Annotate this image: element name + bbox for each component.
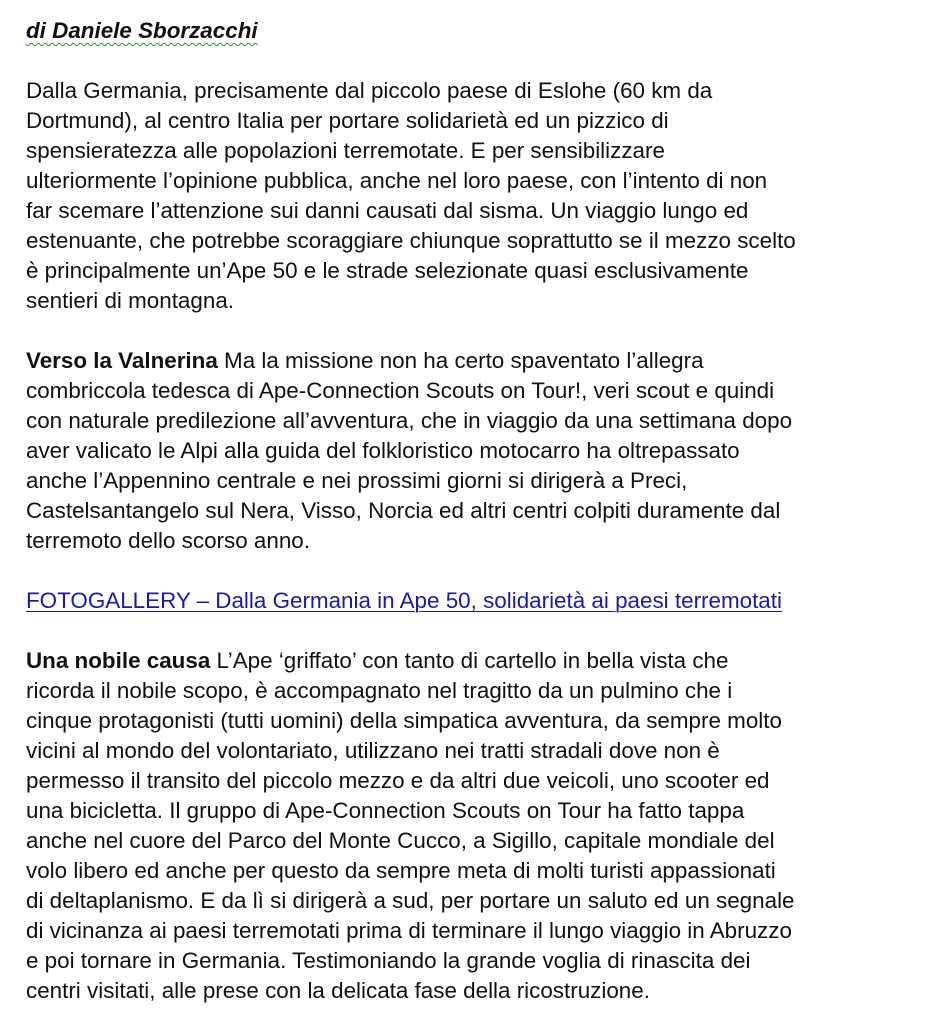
- paragraph-intro: [26, 76, 941, 316]
- paragraph-line: anche l’Appennino centrale e nei prossimi giorni si dirigerà a Preci,: [26, 468, 688, 493]
- paragraph-line: aver valicato le Alpi alla guida del folkloristico motocarro ha oltrepassato: [26, 438, 740, 463]
- paragraph-line-rest: L’Ape ‘griffato’ con tanto di cartello in bella vista che: [210, 648, 729, 673]
- byline: di Daniele Sborzacchi: [26, 18, 258, 43]
- paragraph-line: con naturale predilezione all’avventura, che in viaggio da una settimana dopo: [26, 408, 793, 433]
- paragraph-first-line: [26, 646, 941, 676]
- fotogallery-link[interactable]: FOTOGALLERY – Dalla Germania in Ape 50, solidarietà ai paesi terremotati: [26, 588, 782, 613]
- paragraph-first-line: [26, 346, 941, 376]
- paragraph-line: ricorda il nobile scopo, è accompagnato nel tragitto da un pulmino che i: [26, 678, 733, 703]
- paragraph-line: cinque protagonisti (tutti uomini) della simpatica avventura, da sempre molto: [26, 708, 782, 733]
- paragraph-line: Castelsantangelo sul Nera, Visso, Norcia ed altri centri colpiti duramente dal: [26, 498, 781, 523]
- paragraph-line: estenuante, che potrebbe scoraggiare chiunque soprattutto se il mezzo scelto: [26, 228, 796, 253]
- paragraph-line: una bicicletta. Il gruppo di Ape-Connection Scouts on Tour ha fatto tappa: [26, 798, 745, 823]
- paragraph-line: Dortmund), al centro Italia per portare solidarietà ed un pizzico di: [26, 108, 669, 133]
- paragraph-line: centri visitati, alle prese con la delicata fase della ricostruzione.: [26, 978, 650, 1003]
- paragraph-line: sentieri di montagna.: [26, 288, 235, 313]
- paragraph-line: di deltaplanismo. E da lì si dirigerà a sud, per portare un saluto ed un segnale: [26, 888, 795, 913]
- paragraph-nobile-causa: [26, 646, 941, 1006]
- paragraph-line: è principalmente un’Ape 50 e le strade selezionate quasi esclusivamente: [26, 258, 749, 283]
- section-heading-nobile-causa: Una nobile causa: [26, 648, 211, 673]
- paragraph-line: ulteriormente l’opinione pubblica, anche nel loro paese, con l’intento di non: [26, 168, 768, 193]
- paragraph-line: combriccola tedesca di Ape-Connection Scouts on Tour!, veri scout e quindi: [26, 378, 775, 403]
- paragraph-line: di vicinanza ai paesi terremotati prima di terminare il lungo viaggio in Abruzzo: [26, 918, 792, 943]
- section-heading-valnerina: Verso la Valnerina: [26, 348, 218, 373]
- paragraph-line: permesso il transito del piccolo mezzo e da altri due veicoli, uno scooter ed: [26, 768, 770, 793]
- document-body: [26, 16, 941, 1036]
- gallery-link-paragraph: [26, 586, 941, 616]
- paragraph-line: anche nel cuore del Parco del Monte Cucco, a Sigillo, capitale mondiale del: [26, 828, 775, 853]
- paragraph-line-rest: Ma la missione non ha certo spaventato l’allegra: [217, 348, 704, 373]
- paragraph-line: volo libero ed anche per questo da sempre meta di molti turisti appassionati: [26, 858, 776, 883]
- paragraph-line: terremoto dello scorso anno.: [26, 528, 310, 553]
- paragraph-line: far scemare l’attenzione sui danni causati dal sisma. Un viaggio lungo ed: [26, 198, 749, 223]
- paragraph-line: Dalla Germania, precisamente dal piccolo paese di Eslohe (60 km da: [26, 78, 713, 103]
- paragraph-line: e poi tornare in Germania. Testimoniando la grande voglia di rinascita dei: [26, 948, 751, 973]
- paragraph-line: vicini al mondo del volontariato, utilizzano nei tratti stradali dove non è: [26, 738, 720, 763]
- paragraph-line: spensieratezza alle popolazioni terremotate. E per sensibilizzare: [26, 138, 665, 163]
- paragraph-valnerina: [26, 346, 941, 556]
